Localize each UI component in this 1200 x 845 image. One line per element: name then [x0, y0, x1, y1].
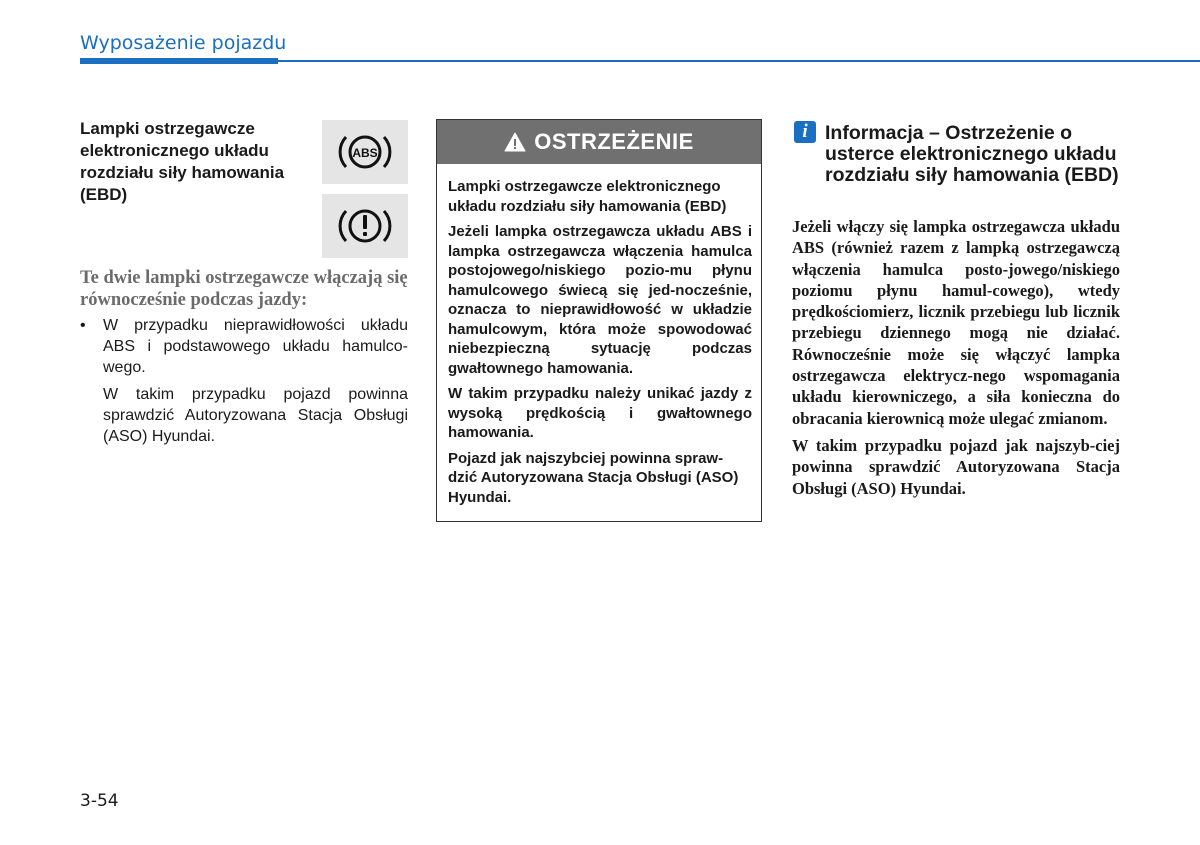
abs-warning-icon: [334, 127, 396, 177]
warning-body: [448, 177, 752, 513]
warning-title: OSTRZEŻENIE: [534, 129, 694, 154]
warning-paragraph: W takim przypadku należy unikać jazdy z wysoką prędkością i gwałtownego hamowania.: [448, 385, 752, 441]
ebd-lamps-heading: Lampki ostrzegawcze elektronicznego układu rozdziału siły hamowania (EBD): [80, 119, 285, 204]
brake-icon-box: [322, 194, 408, 258]
abs-icon-box: [322, 120, 408, 184]
warning-paragraph: Lampki ostrzegawcze elektronicznego układu rozdziału siły hamowania (EBD): [448, 178, 727, 215]
info-paragraph: W takim przypadku pojazd jak najszyb-ciej powinna sprawdzić Autoryzowana Stacja Obsługi (ASO) Hyundai.: [792, 435, 1120, 498]
lamps-intro-text: Te dwie lampki ostrzegawcze włączają się równocześnie podczas jazdy:: [80, 268, 408, 310]
warning-box: [436, 119, 762, 522]
warning-triangle-icon: [504, 132, 526, 152]
abs-label: ABS: [352, 146, 378, 160]
bullet-text: W przypadku nieprawidłowości układu ABS i podstawowego układu hamulco-wego.: [103, 317, 408, 376]
brake-warning-icon: [334, 201, 396, 251]
page-number: 3-54: [80, 791, 119, 811]
warning-paragraph: Pojazd jak najszybciej powinna spraw-dzić Autoryzowana Stacja Obsługi (ASO) Hyundai.: [448, 449, 739, 506]
info-paragraph: Jeżeli włączy się lampka ostrzegawcza układu ABS (również razem z lampką ostrzegawczą włączenia hamulca posto-jowego/niskiego poziomu płynu hamul-cowego), wtedy prędkościomierz, licznik przebiegu lub licznik przebiegu dziennego mogą nie działać. Równocześnie może się włączyć lampka ostrzegawcza elektrycz-nego wspomagania układu kierowniczego, a siła konieczna do obracania kierownicą może ulegać zmianom.: [792, 217, 1120, 428]
header-rule-accent: [80, 58, 278, 64]
warning-header: [437, 120, 761, 164]
info-icon: i: [794, 121, 816, 143]
list-item: [80, 315, 408, 378]
info-title: Informacja – Ostrzeżenie o usterce elektronicznego układu rozdziału siły hamowania (EBD): [825, 122, 1119, 186]
warning-paragraph: Jeżeli lampka ostrzegawcza układu ABS i lampka ostrzegawcza włączenia hamulca postojowego/niskiego pozio-mu płynu hamulcowego świecą się jed-nocześnie, oznacza to nieprawidłowość w układzie hamulcowym, która może spowodować niebezpieczną sytuację podczas gwałtownego hamowania.: [448, 223, 752, 377]
section-title: Wyposażenie pojazdu: [80, 32, 287, 54]
bullet-continuation: W takim przypadku pojazd powinna sprawdzić Autoryzowana Stacja Obsługi (ASO) Hyundai.: [103, 386, 408, 445]
info-body: [792, 216, 1120, 505]
bullet-icon: •: [80, 317, 86, 334]
